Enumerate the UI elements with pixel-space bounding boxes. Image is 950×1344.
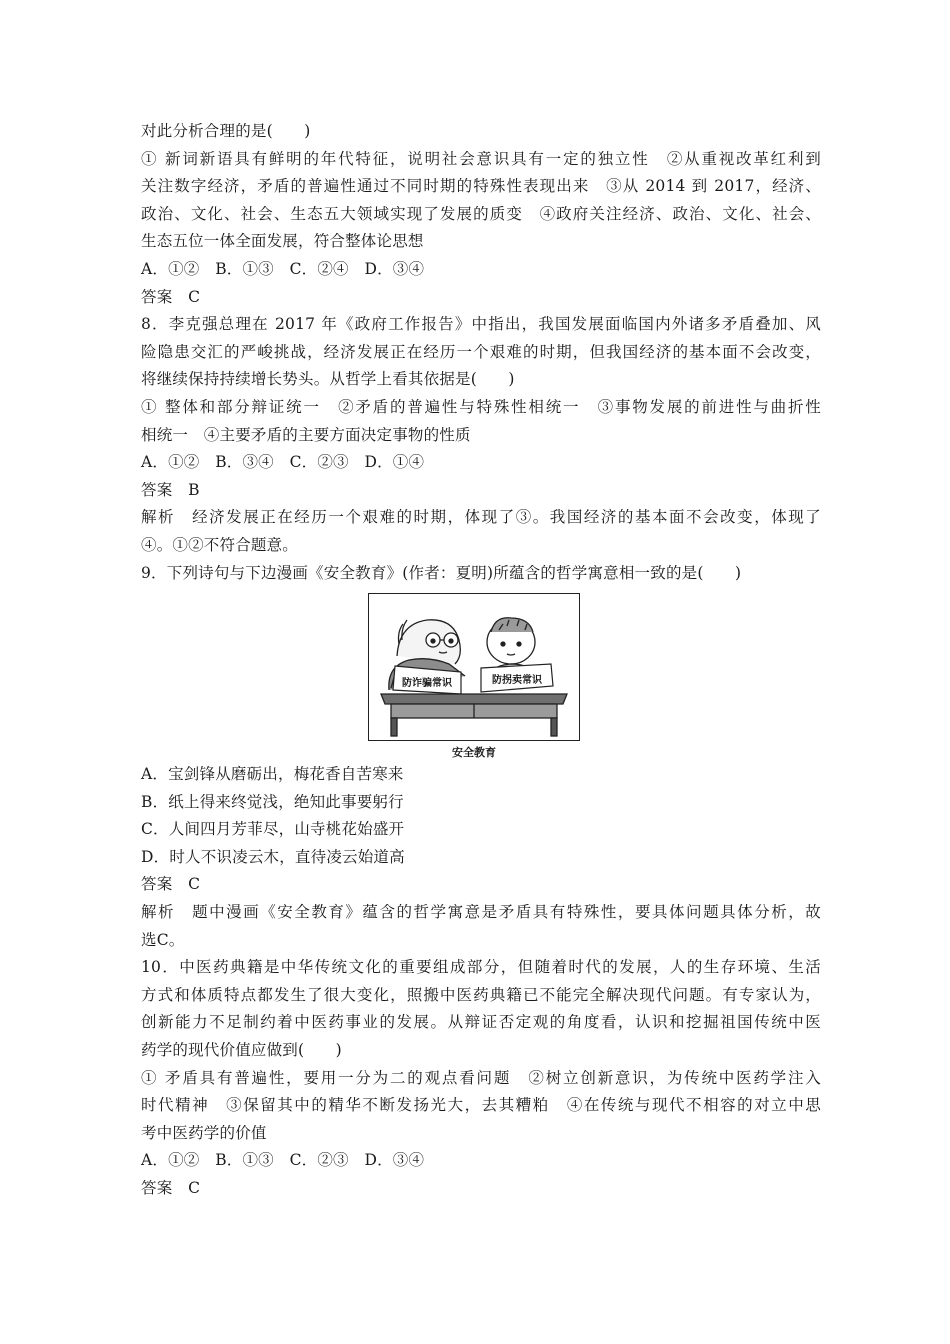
cartoon-image bbox=[368, 593, 580, 741]
q7-answer: 答案 C bbox=[141, 287, 201, 306]
cartoon-illustration bbox=[369, 594, 579, 740]
q8-stem-line: 将继续保持持续增长势头。从哲学上看其依据是( ) bbox=[141, 370, 515, 389]
cartoon-caption: 安全教育 bbox=[452, 746, 496, 760]
q9-answer: 答案 C bbox=[141, 875, 201, 894]
q10-stem-line: 10．中医药典籍是中华传统文化的重要组成部分，但随着时代的发展，人的生存环境、生活 bbox=[141, 958, 821, 977]
book-title-right: 防拐卖常识 bbox=[492, 675, 542, 687]
cartoon-figure bbox=[368, 593, 580, 761]
q8-answer: 答案 B bbox=[141, 480, 200, 499]
document-page bbox=[141, 118, 821, 1203]
q8-analysis-line: 解析 经济发展正在经历一个艰难的时期，体现了③。我国经济的基本面不会改变，体现了 bbox=[141, 508, 821, 527]
q10-stem-line: 药学的现代价值应做到( ) bbox=[141, 1041, 342, 1060]
q8-choices: A．①② B．③④ C．②③ D．①④ bbox=[141, 453, 425, 472]
q8-analysis-line: ④。①②不符合题意。 bbox=[141, 535, 299, 554]
q10-answer: 答案 C bbox=[141, 1179, 201, 1197]
q9-option-a: A．宝剑锋从磨砺出，梅花香自苦寒来 bbox=[141, 765, 404, 784]
q7-option-line: ① 新词新语具有鲜明的年代特征，说明社会意识具有一定的独立性 ②从重视改革红利到 bbox=[141, 149, 821, 168]
q9-option-b: B．纸上得来终觉浅，绝知此事要躬行 bbox=[141, 792, 404, 811]
q10-option-line: 考中医药学的价值 bbox=[141, 1123, 267, 1142]
q8-option-line: 相统一 ④主要矛盾的主要方面决定事物的性质 bbox=[141, 425, 471, 444]
q10-stem-line: 方式和体质特点都发生了很大变化，照搬中医药典籍已不能完全解决现代问题。有专家认为， bbox=[141, 985, 821, 1004]
q10-choices: A．①② B．①③ C．②③ D．③④ bbox=[141, 1151, 425, 1170]
q9-option-d: D．时人不识凌云木，直待凌云始道高 bbox=[141, 847, 405, 866]
q7-stem: 对此分析合理的是( ) bbox=[141, 122, 311, 140]
q9-analysis-line: 解析 题中漫画《安全教育》蕴含的哲学寓意是矛盾具有特殊性，要具体问题具体分析，故 bbox=[141, 903, 821, 922]
q9-option-c: C．人间四月芳菲尽，山寺桃花始盛开 bbox=[141, 820, 405, 839]
q7-option-line: 政治、文化、社会、生态五大领域实现了发展的质变 ④政府关注经济、政治、文化、社会、 bbox=[141, 204, 821, 223]
q8-stem-line: 险隐患交汇的严峻挑战，经济发展正在经历一个艰难的时期，但我国经济的基本面不会改变， bbox=[141, 342, 821, 361]
book-title-left: 防诈骗常识 bbox=[402, 678, 452, 690]
q10-option-line: 时代精神 ③保留其中的精华不断发扬光大，去其糟粕 ④在传统与现代不相容的对立中思 bbox=[141, 1096, 821, 1115]
q8-stem-line: 8．李克强总理在 2017 年《政府工作报告》中指出，我国发展面临国内外诸多矛盾叠加、风 bbox=[141, 315, 821, 334]
q7-option-line: 关注数字经济，矛盾的普遍性通过不同时期的特殊性表现出来 ③从 2014 到 2017，经济、 bbox=[141, 177, 821, 196]
q9-analysis-line: 选C。 bbox=[141, 930, 185, 949]
q8-option-line: ① 整体和部分辩证统一 ②矛盾的普遍性与特殊性相统一 ③事物发展的前进性与曲折性 bbox=[141, 397, 821, 416]
q9-stem: 9．下列诗句与下边漫画《安全教育》(作者：夏明)所蕴含的哲学寓意相一致的是( ) bbox=[141, 563, 742, 582]
q7-choices: A．①② B．①③ C．②④ D．③④ bbox=[141, 259, 425, 278]
q7-option-line: 生态五位一体全面发展，符合整体论思想 bbox=[141, 232, 424, 251]
q10-stem-line: 创新能力不足制约着中医药事业的发展。从辩证否定观的角度看，认识和挖掘祖国传统中医 bbox=[141, 1013, 821, 1032]
q10-option-line: ① 矛盾具有普遍性，要用一分为二的观点看问题 ②树立创新意识，为传统中医药学注入 bbox=[141, 1068, 821, 1087]
